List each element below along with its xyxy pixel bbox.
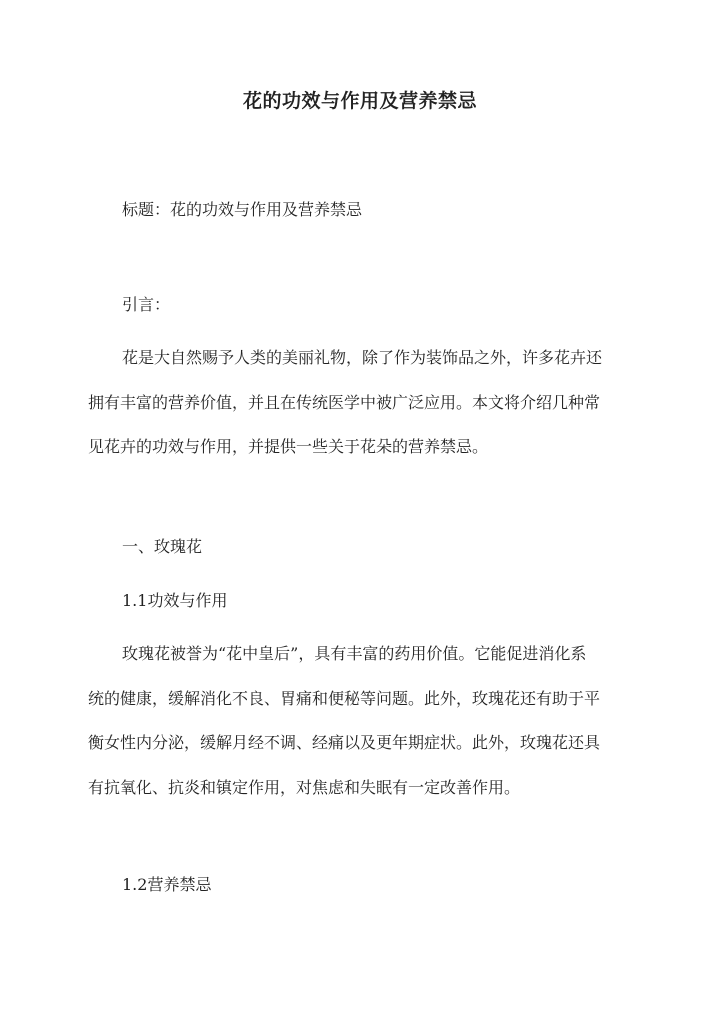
document-title: 花的功效与作用及营养禁忌 <box>242 90 477 112</box>
rose-line: 有抗氧化、抗炎和镇定作用，对焦虑和失眠有一定改善作用。 <box>88 777 521 797</box>
intro-line: 见花卉的功效与作用，并提供一些关于花朵的营养禁忌。 <box>88 437 489 456</box>
rose-effects-paragraph <box>88 632 633 810</box>
subject-line: 标题：花的功效与作用及营养禁忌 <box>122 200 363 219</box>
intro-line: 拥有丰富的营养价值，并且在传统医学中被广泛应用。本文将介绍几种常 <box>88 392 601 412</box>
intro-paragraph <box>88 336 633 470</box>
intro-line: 花是大自然赐予人类的美丽礼物，除了作为装饰品之外，许多花卉还 <box>122 348 603 367</box>
subsection-heading-effects: 1.1功效与作用 <box>122 591 228 610</box>
rose-line: 衡女性内分泌，缓解月经不调、经痛以及更年期症状。此外，玫瑰花还具 <box>88 733 601 752</box>
rose-line: 统的健康，缓解消化不良、胃痛和便秘等问题。此外，玫瑰花还有助于平 <box>88 688 601 708</box>
rose-line: 玫瑰花被誉为“花中皇后”，具有丰富的药用价值。它能促进消化系 <box>122 644 587 663</box>
section-heading-rose: 一、玫瑰花 <box>122 537 203 556</box>
intro-heading: 引言： <box>122 295 171 314</box>
subsection-heading-taboos: 1.2营养禁忌 <box>122 875 212 894</box>
